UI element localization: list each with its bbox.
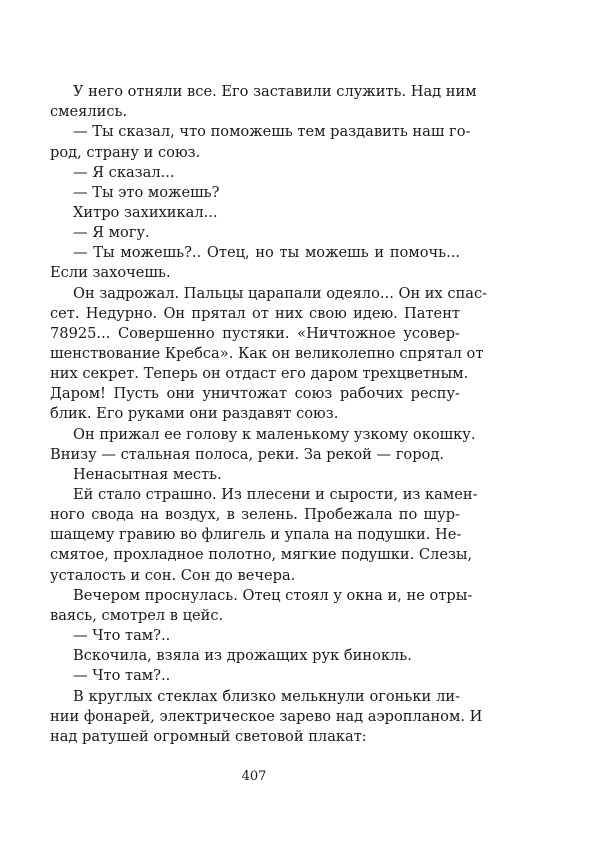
text-line: смятое, прохладное полотно, мягкие подушки. Слезы, (50, 546, 473, 563)
text-line: сет. Недурно. Он прятал от них свою идею. Патент (50, 305, 460, 322)
text-line: ваясь, смотрел в цейс. (50, 607, 224, 624)
text-line: — Ты это можешь? (73, 184, 220, 201)
text-line: Ей стало страшно. Из плесени и сырости, из камен- (73, 486, 478, 503)
page-number: 407 (241, 769, 267, 784)
text-line: В круглых стеклах близко мелькнули огоньки ли- (73, 688, 460, 705)
text-line: род, страну и союз. (50, 144, 201, 161)
text-line: Ненасытная месть. (73, 466, 222, 483)
text-line: нии фонарей, электрическое зарево над аэропланом. И (50, 708, 483, 725)
text-line: Внизу — стальная полоса, реки. За рекой — город. (50, 446, 444, 463)
text-line: ного свода на воздух, в зелень. Пробежала по шур- (50, 506, 460, 523)
text-line: Вечером проснулась. Отец стоял у окна и, не отры- (73, 587, 473, 604)
text-line: Если захочешь. (50, 264, 171, 281)
text-line: над ратушей огромный световой плакат: (50, 728, 367, 745)
text-line: шенствование Кребса». Как он великолепно спрятал от (50, 345, 484, 362)
text-line: шащему гравию во флигель и упала на подушки. Не- (50, 526, 462, 543)
text-line: Даром! Пусть они уничтожат союз рабочих респу- (50, 385, 460, 402)
text-line: Он задрожал. Пальцы царапали одеяло... Он их спас- (73, 285, 488, 302)
text-line: Он прижал ее голову к маленькому узкому окошку. (73, 426, 476, 443)
text-line: Вскочила, взяла из дрожащих рук бинокль. (73, 647, 412, 664)
text-line: У него отняли все. Его заставили служить. Над ним (73, 83, 477, 100)
text-line: — Ты сказал, что поможешь тем раздавить наш го- (73, 123, 471, 140)
text-line: — Ты можешь?.. Отец, но ты можешь и помочь... (73, 244, 460, 261)
text-line: усталость и сон. Сон до вечера. (50, 567, 296, 584)
text-line: них секрет. Теперь он отдаст его даром трехцветным. (50, 365, 469, 382)
text-line: — Что там?.. (73, 667, 171, 684)
text-line: Хитро захихикал... (73, 204, 218, 221)
text-line: 78925... Совершенно пустяки. «Ничтожное усовер- (50, 325, 460, 342)
text-line: — Я могу. (73, 224, 150, 241)
text-line: смеялись. (50, 103, 128, 120)
text-line: — Я сказал... (73, 164, 175, 181)
text-line: — Что там?.. (73, 627, 171, 644)
text-line: блик. Его руками они раздавят союз. (50, 405, 339, 422)
